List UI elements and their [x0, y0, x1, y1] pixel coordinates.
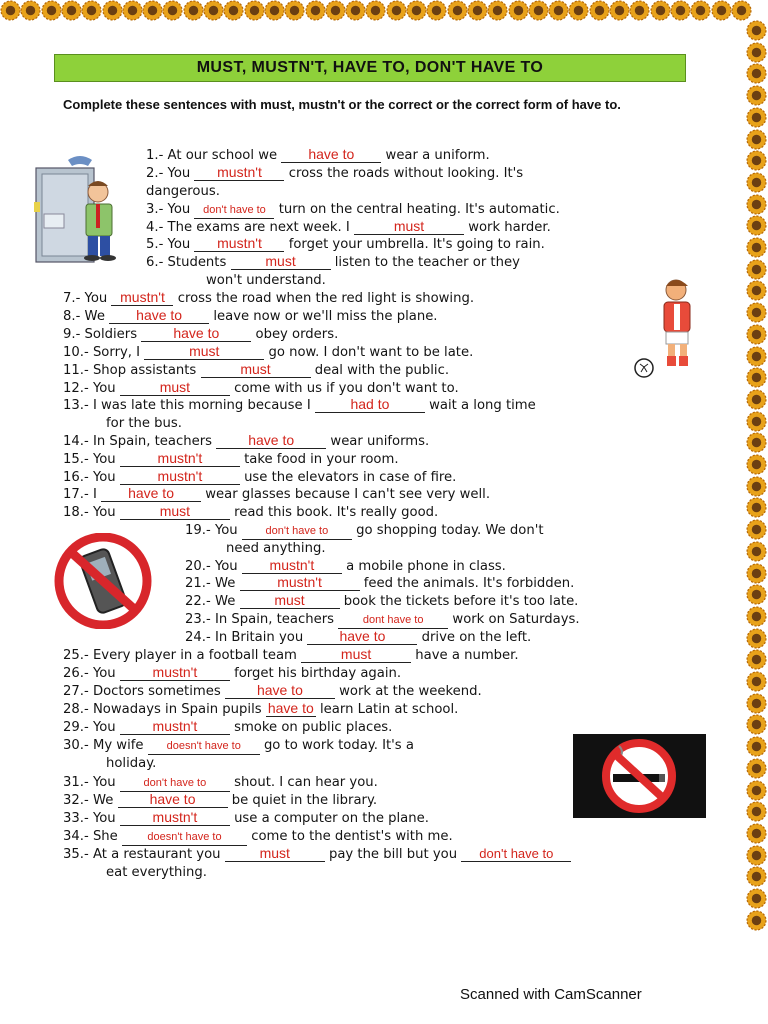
answer-blank[interactable]: don't have to: [242, 524, 352, 540]
flower-icon: [746, 476, 767, 497]
sentence-number: 21.-: [185, 576, 215, 591]
exercise-sentence: [63, 397, 536, 415]
flower-icon: [746, 215, 767, 236]
flower-icon: [589, 0, 610, 21]
exercise-sentence: [146, 254, 520, 272]
sentence-text-before: Students: [167, 255, 227, 270]
flower-icon: [746, 389, 767, 410]
exercise-sentence: [63, 486, 490, 504]
answer-blank[interactable]: mustn't: [120, 719, 230, 735]
exercise-sentence: [63, 290, 474, 308]
sentence-text-after: drive on the left.: [421, 630, 532, 645]
flower-icon: [426, 0, 447, 21]
sentence-text-before: You: [92, 775, 116, 790]
sentence-number: 3.-: [146, 202, 168, 217]
flower-icon: [746, 541, 767, 562]
flower-icon: [746, 20, 767, 41]
exercise-sentence: [106, 755, 156, 773]
sentence-text-after: obey orders.: [255, 327, 339, 342]
answer-blank[interactable]: mustn't: [120, 665, 230, 681]
flower-icon: [746, 671, 767, 692]
sentence-text-before: Nowadays in Spain pupils: [92, 702, 262, 717]
flower-icon: [746, 85, 767, 106]
answer-blank[interactable]: don't have to: [120, 776, 230, 792]
exercise-sentence: [146, 165, 523, 183]
flower-icon: [203, 0, 224, 21]
exercise-sentence: [106, 415, 182, 433]
flower-icon: [746, 801, 767, 822]
no-smoking-sign-icon: [573, 734, 706, 818]
sentence-text-after: deal with the public.: [314, 363, 450, 378]
flower-icon: [746, 714, 767, 735]
sentence-text-before: I was late this morning because I: [92, 398, 311, 413]
sentence-number: 14.-: [63, 434, 93, 449]
sentence-text-before: dangerous.: [146, 184, 220, 199]
flower-icon: [102, 0, 123, 21]
flower-icon: [528, 0, 549, 21]
sentence-text-before: Shop assistants: [92, 363, 197, 378]
flower-icon: [20, 0, 41, 21]
sentence-number: 23.-: [185, 612, 215, 627]
sentence-text-before: You: [167, 166, 191, 181]
sentence-text-before: She: [92, 829, 118, 844]
sentence-text-before: I: [92, 487, 97, 502]
sentence-text-before: You: [92, 505, 116, 520]
answer-blank[interactable]: must: [301, 647, 411, 663]
answer-blank[interactable]: mustn't: [240, 575, 360, 591]
sentence-text-before: Doctors sometimes: [92, 684, 221, 699]
sentence-number: 6.-: [146, 255, 168, 270]
flower-icon: [746, 42, 767, 63]
sentence-text-after: listen to the teacher or they: [334, 255, 520, 270]
answer-blank[interactable]: have to: [118, 792, 228, 808]
exercise-sentence: [63, 683, 482, 701]
exercise-sentence: [185, 593, 578, 611]
answer-blank[interactable]: must: [120, 380, 230, 396]
exercise-sentence: [146, 201, 560, 219]
sentence-text-before: Sorry, I: [92, 345, 141, 360]
exercise-sentence: [106, 864, 207, 882]
sentence-text-after: shout. I can hear you.: [234, 775, 378, 790]
exercise-sentence: [63, 719, 392, 737]
flower-icon: [746, 563, 767, 584]
exercise-sentence: [185, 522, 544, 540]
flower-icon: [746, 497, 767, 518]
sentence-text-after: go to work today. It's a: [263, 738, 414, 753]
sentence-text-before: You: [92, 470, 116, 485]
answer-blank[interactable]: had to: [315, 397, 425, 413]
exercise-sentence: [63, 451, 399, 469]
exercise-sentence: [63, 737, 414, 755]
flower-icon: [746, 172, 767, 193]
sentence-number: 15.-: [63, 452, 93, 467]
sentence-text-after: use the elevators in case of fire.: [244, 470, 457, 485]
flower-icon: [746, 432, 767, 453]
answer-blank[interactable]: mustn't: [120, 810, 230, 826]
answer-blank[interactable]: have to: [101, 486, 201, 502]
sentence-number: 18.-: [63, 505, 93, 520]
flower-icon: [122, 0, 143, 21]
sentence-text-after: wear uniforms.: [330, 434, 430, 449]
sentence-text-before: You: [214, 559, 238, 574]
answer-blank[interactable]: dont have to: [338, 613, 448, 629]
flower-icon: [0, 0, 21, 21]
flower-icon: [746, 194, 767, 215]
sentence-text-before: for the bus.: [106, 416, 182, 431]
flower-icon: [746, 63, 767, 84]
sentence-number: 20.-: [185, 559, 215, 574]
flower-icon: [162, 0, 183, 21]
sentence-text-before: You: [167, 202, 191, 217]
sentence-text-before: We: [92, 793, 114, 808]
sentence-number: 32.-: [63, 793, 93, 808]
flower-icon: [670, 0, 691, 21]
flower-icon: [746, 606, 767, 627]
exercise-sentence: [185, 558, 506, 576]
scanner-footer: Scanned with CamScanner: [460, 986, 642, 1003]
flower-icon: [746, 888, 767, 909]
sentence-text-before: You: [92, 381, 116, 396]
answer-blank[interactable]: have to: [141, 326, 251, 342]
flower-icon: [746, 280, 767, 301]
sentence-text-before: You: [84, 291, 108, 306]
sentence-number: 24.-: [185, 630, 215, 645]
answer-blank[interactable]: must: [201, 362, 311, 378]
exercise-sentence: [226, 540, 326, 558]
flower-icon: [690, 0, 711, 21]
exercise-sentence: [63, 665, 401, 683]
sentence-text-before: At our school we: [167, 148, 278, 163]
sentence-number: 8.-: [63, 309, 85, 324]
flower-icon: [142, 0, 163, 21]
sentence-text-before: My wife: [92, 738, 144, 753]
flower-icon: [406, 0, 427, 21]
sentence-text-after: smoke on public places.: [234, 720, 393, 735]
sentence-number: 11.-: [63, 363, 93, 378]
sentence-number: 17.-: [63, 487, 93, 502]
sentence-text-before: Soldiers: [84, 327, 138, 342]
answer-blank[interactable]: must: [120, 504, 230, 520]
exercise-sentence: [63, 774, 378, 792]
flower-icon: [386, 0, 407, 21]
sentence-number: 22.-: [185, 594, 215, 609]
sentence-text-before: We: [214, 594, 236, 609]
flower-icon: [746, 866, 767, 887]
sentence-number: 5.-: [146, 237, 168, 252]
sentence-number: 25.-: [63, 648, 93, 663]
sentence-text-after: work at the weekend.: [339, 684, 482, 699]
flower-icon: [746, 693, 767, 714]
flower-icon: [244, 0, 265, 21]
answer-blank[interactable]: doesn't have to: [148, 739, 260, 755]
sentence-number: 2.-: [146, 166, 168, 181]
answer-blank[interactable]: doesn't have to: [122, 830, 247, 846]
answer-blank[interactable]: have to: [266, 701, 316, 717]
sentence-text-before: holiday.: [106, 756, 157, 771]
footballer-icon: [628, 276, 720, 380]
sentence-text-before: You: [92, 452, 116, 467]
exercise-sentence: [63, 344, 473, 362]
flower-icon: [731, 0, 752, 21]
sentence-text-before: won't understand.: [206, 273, 326, 288]
sentence-number: 34.-: [63, 829, 93, 844]
sentence-text-after: read this book. It's really good.: [234, 505, 439, 520]
flower-icon: [746, 845, 767, 866]
flower-icon: [746, 259, 767, 280]
sentence-text-before: You: [92, 811, 116, 826]
flower-icon: [746, 367, 767, 388]
sentence-number: 13.-: [63, 398, 93, 413]
man-at-door-icon: [28, 154, 128, 266]
exercise-sentence: [146, 236, 545, 254]
answer-blank[interactable]: don't have to: [194, 203, 274, 219]
sentence-number: 30.-: [63, 738, 93, 753]
answer-blank[interactable]: must: [231, 254, 331, 270]
exercise-sentence: [146, 183, 220, 201]
sentence-text-before: In Spain, teachers: [214, 612, 334, 627]
exercise-sentence: [63, 647, 519, 665]
sentence-number: 29.-: [63, 720, 93, 735]
answer-blank[interactable]: mustn't: [120, 451, 240, 467]
flower-icon: [746, 302, 767, 323]
answer-blank[interactable]: mustn't: [194, 165, 284, 181]
sentence-text-before: You: [92, 666, 116, 681]
flower-icon: [746, 780, 767, 801]
flower-icon: [61, 0, 82, 21]
exercise-sentence: [206, 272, 326, 290]
sentence-text-after: go shopping today. We don't: [356, 523, 544, 538]
flower-icon: [746, 129, 767, 150]
sentence-text-before: In Britain you: [214, 630, 304, 645]
sentence-text-before: You: [214, 523, 238, 538]
sentence-text-after: wear a uniform.: [385, 148, 490, 163]
exercise-sentence: [63, 810, 429, 828]
flower-icon: [746, 107, 767, 128]
sentence-text-after: turn on the central heating. It's automatic.: [278, 202, 560, 217]
exercise-sentence: [146, 147, 490, 165]
flower-icon: [746, 649, 767, 670]
sentence-number: 4.-: [146, 220, 168, 235]
sentence-number: 16.-: [63, 470, 93, 485]
flower-icon: [609, 0, 630, 21]
answer-blank[interactable]: must: [144, 344, 264, 360]
flower-icon: [746, 823, 767, 844]
sentence-number: 27.-: [63, 684, 93, 699]
sentence-text-before: You: [167, 237, 191, 252]
answer-blank[interactable]: have to: [109, 308, 209, 324]
sentence-text-after: feed the animals. It's forbidden.: [363, 576, 575, 591]
exercise-sentence: [63, 433, 429, 451]
sentence-text-before: At a restaurant you: [92, 847, 221, 862]
sentence-text-after: go now. I don't want to be late.: [268, 345, 474, 360]
exercise-sentence: [63, 308, 438, 326]
flower-icon: [746, 237, 767, 258]
flower-icon: [548, 0, 569, 21]
answer-blank[interactable]: mustn't: [242, 558, 342, 574]
answer-blank[interactable]: have to: [225, 683, 335, 699]
sentence-text-after: pay the bill but you: [328, 847, 458, 862]
flower-icon: [508, 0, 529, 21]
flower-icon: [345, 0, 366, 21]
sentence-text-after: use a computer on the plane.: [234, 811, 429, 826]
sentence-text-after: learn Latin at school.: [320, 702, 459, 717]
exercise-sentence: [63, 469, 456, 487]
flower-icon: [746, 910, 767, 931]
flower-icon: [264, 0, 285, 21]
flower-icon: [223, 0, 244, 21]
sentence-text-after: book the tickets before it's too late.: [343, 594, 579, 609]
sentence-text-after: work on Saturdays.: [452, 612, 580, 627]
sentence-text-before: The exams are next week. I: [167, 220, 350, 235]
sentence-number: 26.-: [63, 666, 93, 681]
flower-icon: [746, 736, 767, 757]
sentence-number: 33.-: [63, 811, 93, 826]
exercise-sentence: [63, 828, 453, 846]
answer-blank[interactable]: must: [225, 846, 325, 862]
sentence-number: 19.-: [185, 523, 215, 538]
flower-icon: [746, 411, 767, 432]
flower-icon: [711, 0, 732, 21]
sentence-text-after: take food in your room.: [244, 452, 399, 467]
no-mobile-phone-sign-icon: [48, 533, 158, 629]
exercise-sentence: [63, 362, 449, 380]
flower-icon: [746, 584, 767, 605]
sentence-number: 9.-: [63, 327, 85, 342]
exercise-sentence: [185, 629, 531, 647]
flower-icon: [447, 0, 468, 21]
sentence-number: 12.-: [63, 381, 93, 396]
sentence-text-before: need anything.: [226, 541, 326, 556]
sentence-number: 31.-: [63, 775, 93, 790]
instructions: Complete these sentences with must, mustn't or the correct or the correct form of have to.: [63, 97, 621, 112]
flower-icon: [41, 0, 62, 21]
exercise-sentence: [185, 575, 574, 593]
exercise-sentence: [63, 504, 438, 522]
answer-blank[interactable]: have to: [307, 629, 417, 645]
sentence-text-after: come with us if you don't want to.: [234, 381, 459, 396]
flower-icon: [746, 628, 767, 649]
flower-icon: [746, 346, 767, 367]
sentence-text-after: have a number.: [415, 648, 519, 663]
flower-icon: [650, 0, 671, 21]
answer-blank[interactable]: must: [354, 219, 464, 235]
flower-icon: [746, 454, 767, 475]
sentence-text-after: forget his birthday again.: [234, 666, 402, 681]
sentence-number: 7.-: [63, 291, 85, 306]
sentence-number: 1.-: [146, 148, 168, 163]
flower-icon: [183, 0, 204, 21]
flower-icon: [487, 0, 508, 21]
exercise-sentence: [63, 380, 459, 398]
sentence-text-before: You: [92, 720, 116, 735]
exercise-sentence: [63, 326, 338, 344]
worksheet-title: MUST, MUSTN'T, HAVE TO, DON'T HAVE TO: [54, 54, 686, 82]
sentence-text-after: work harder.: [468, 220, 551, 235]
sentence-text-after: leave now or we'll miss the plane.: [213, 309, 438, 324]
flower-icon: [746, 150, 767, 171]
sentence-text-before: We: [214, 576, 236, 591]
flower-icon: [746, 758, 767, 779]
answer-blank[interactable]: don't have to: [461, 846, 571, 862]
exercise-sentence: [63, 846, 571, 864]
sentence-text-after: forget your umbrella. It's going to rain.: [288, 237, 545, 252]
answer-blank[interactable]: must: [240, 593, 340, 609]
sentence-text-before: In Spain, teachers: [92, 434, 212, 449]
sentence-text-after: wear glasses because I can't see very well.: [205, 487, 491, 502]
sentence-text-before: Every player in a football team: [92, 648, 297, 663]
exercise-sentence: [146, 219, 551, 237]
exercise-sentence: [63, 701, 458, 719]
sentence-text-after: cross the road when the red light is showing.: [177, 291, 475, 306]
answer-blank[interactable]: have to: [281, 147, 381, 163]
sentence-text-before: eat everything.: [106, 865, 207, 880]
sentence-number: 28.-: [63, 702, 93, 717]
flower-icon: [284, 0, 305, 21]
answer-blank[interactable]: mustn't: [120, 469, 240, 485]
flower-icon: [365, 0, 386, 21]
exercise-sentence: [63, 792, 377, 810]
sentence-text-after: a mobile phone in class.: [346, 559, 506, 574]
sentence-text-before: We: [84, 309, 105, 324]
flower-icon: [568, 0, 589, 21]
flower-icon: [325, 0, 346, 21]
sentence-text-after: come to the dentist's with me.: [251, 829, 453, 844]
answer-blank[interactable]: mustn't: [111, 290, 173, 306]
sentence-text-after: cross the roads without looking. It's: [288, 166, 524, 181]
sentence-number: 35.-: [63, 847, 93, 862]
sentence-text-after: wait a long time: [429, 398, 536, 413]
flower-icon: [629, 0, 650, 21]
answer-blank[interactable]: mustn't: [194, 236, 284, 252]
flower-icon: [746, 324, 767, 345]
sentence-text-after: be quiet in the library.: [231, 793, 378, 808]
answer-blank[interactable]: have to: [216, 433, 326, 449]
exercise-sentence: [185, 611, 580, 629]
flower-icon: [81, 0, 102, 21]
flower-icon: [467, 0, 488, 21]
flower-icon: [305, 0, 326, 21]
sentence-number: 10.-: [63, 345, 93, 360]
flower-icon: [746, 519, 767, 540]
